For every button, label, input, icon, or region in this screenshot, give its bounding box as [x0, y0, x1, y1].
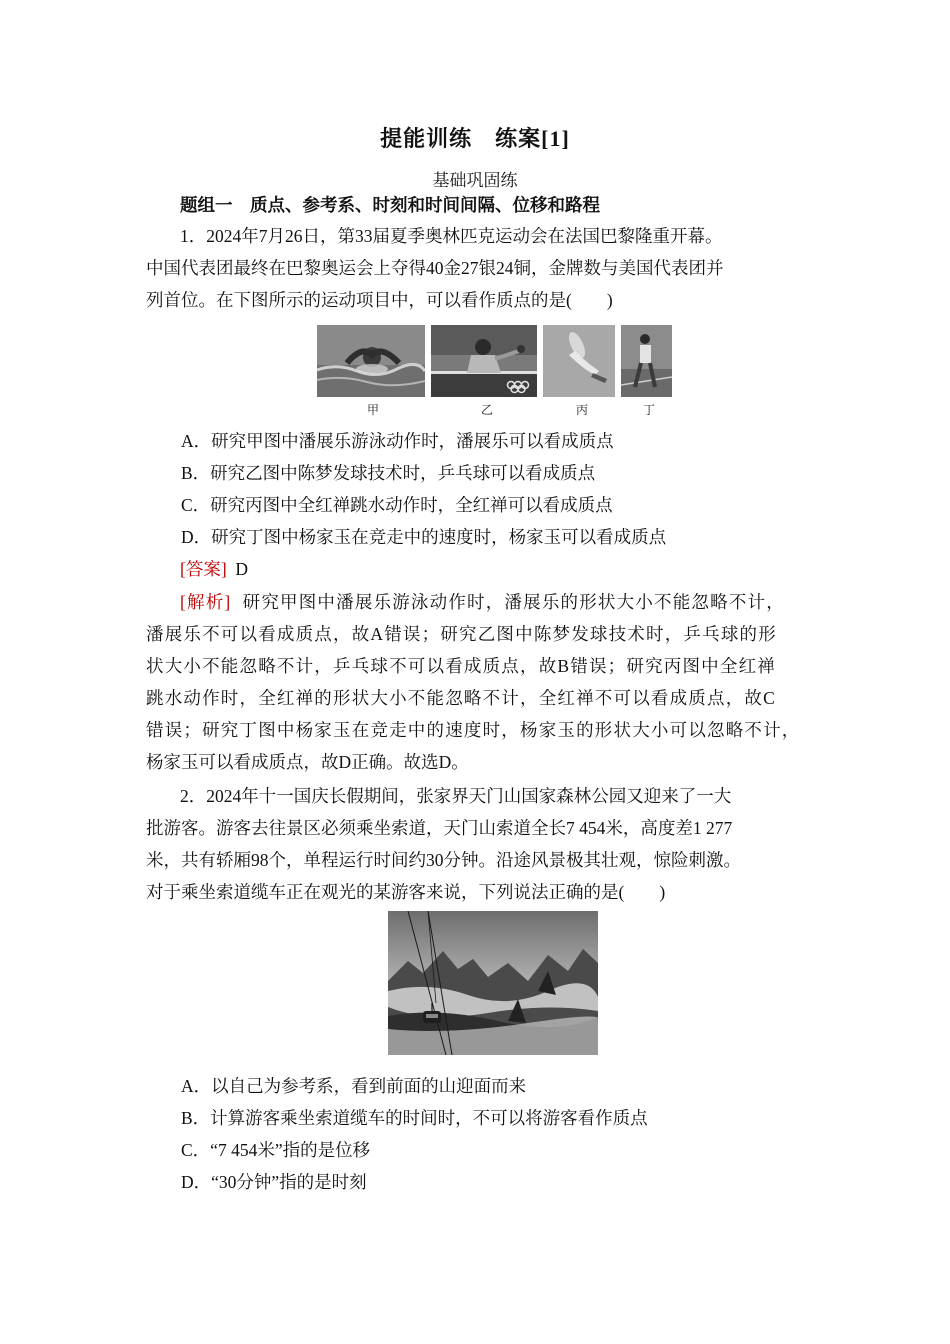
analysis-label: [解析] — [180, 592, 232, 612]
q2-stem-line: 批游客。游客去往景区必须乘坐索道，天门山索道全长7 454米，高度差1 277 — [146, 818, 733, 838]
table-tennis-photo — [431, 325, 537, 397]
cable-car-photo — [388, 911, 598, 1055]
q1-analysis-line: 潘展乐不可以看成质点，故A错误；研究乙图中陈梦发球技术时，乒乓球的形 — [146, 624, 777, 644]
q1-stem-line: 1．2024年7月26日，第33届夏季奥林匹克运动会在法国巴黎隆重开幕。 — [180, 226, 723, 246]
photo-caption: 丙 — [576, 403, 589, 417]
q1-option-a: A．研究甲图中潘展乐游泳动作时，潘展乐可以看成质点 — [181, 431, 614, 451]
q2-option-a: A．以自己为参考系，看到前面的山迎面而来 — [181, 1076, 527, 1096]
photo-caption: 甲 — [367, 403, 380, 417]
q1-option-d: D．研究丁图中杨家玉在竞走中的速度时，杨家玉可以看成质点 — [181, 527, 667, 547]
q1-analysis-line: 状大小不能忽略不计，乒乓球不可以看成质点，故B错误；研究丙图中全红禅 — [146, 656, 776, 676]
answer-label: [答案] — [180, 559, 227, 579]
photo-caption: 乙 — [481, 403, 494, 417]
swimming-photo — [317, 325, 425, 397]
q2-option-b: B．计算游客乘坐索道缆车的时间时，不可以将游客看作质点 — [181, 1108, 648, 1128]
page-subtitle: 基础巩固练 — [432, 171, 518, 190]
q1-option-b: B．研究乙图中陈梦发球技术时，乒乓球可以看成质点 — [181, 463, 596, 483]
section-heading: 题组一 质点、参考系、时刻和时间间隔、位移和路程 — [180, 195, 600, 215]
answer-value: D — [235, 559, 249, 579]
q1-analysis-line: 杨家玉可以看成质点，故D正确。故选D。 — [146, 752, 469, 772]
q1-analysis-line: 错误；研究丁图中杨家玉在竞走中的速度时，杨家玉的形状大小可以忽略不计， — [146, 720, 801, 740]
diving-photo — [543, 325, 615, 397]
race-walking-photo — [621, 325, 672, 397]
photo-caption: 丁 — [643, 403, 656, 417]
q1-analysis-first-line — [180, 586, 826, 618]
q2-option-d: D．“30分钟”指的是时刻 — [181, 1172, 367, 1192]
q2-option-c: C．“7 454米”指的是位移 — [181, 1140, 371, 1160]
q1-answer — [180, 553, 826, 585]
q2-stem-line: 对于乘坐索道缆车正在观光的某游客来说，下列说法正确的是( ) — [146, 882, 666, 902]
q2-stem-line: 米，共有轿厢98个，单程运行时间约30分钟。沿途风景极其壮观，惊险刺激。 — [146, 850, 741, 870]
page-title: 提能训练 练案[1] — [380, 126, 570, 151]
q1-option-c: C．研究丙图中全红禅跳水动作时，全红禅可以看成质点 — [181, 495, 613, 515]
q1-analysis-line: 跳水动作时，全红禅的形状大小不能忽略不计，全红禅不可以看成质点，故C — [146, 688, 776, 708]
analysis-text: 研究甲图中潘展乐游泳动作时，潘展乐的形状大小不能忽略不计， — [242, 592, 785, 612]
q2-stem-line: 2．2024年十一国庆长假期间，张家界天门山国家森林公园又迎来了一大 — [180, 786, 732, 806]
q1-stem-line: 列首位。在下图所示的运动项目中，可以看作质点的是( ) — [146, 290, 613, 310]
q1-stem-line: 中国代表团最终在巴黎奥运会上夺得40金27银24铜，金牌数与美国代表团并 — [146, 258, 724, 278]
